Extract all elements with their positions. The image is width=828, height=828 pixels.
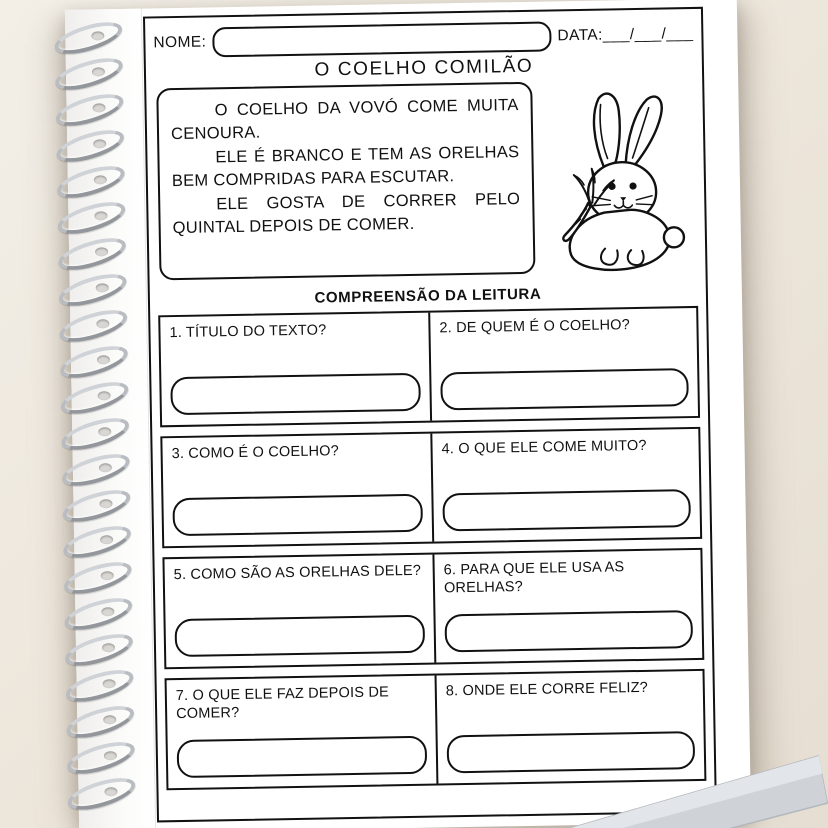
story-paragraph-1: O COELHO DA VOVÓ COME MUITA CENOURA. xyxy=(170,96,519,144)
question-text-6: 6. PARA QUE ELE USA AS ORELHAS? xyxy=(443,559,625,597)
story-paragraph-2: ELE É BRANCO E TEM AS ORELHAS BEM COMPRIDAS PARA ESCUTAR. xyxy=(171,142,520,191)
question-row-1 xyxy=(158,306,700,427)
question-text-7: 7. O QUE ELE FAZ DEPOIS DE COMER? xyxy=(175,684,390,722)
question-cell-4 xyxy=(430,429,700,542)
question-text-1: 1. TÍTULO DO TEXTO? xyxy=(169,322,327,342)
question-cell-7 xyxy=(167,676,437,789)
answer-field-4[interactable] xyxy=(442,489,691,531)
answer-field-5[interactable] xyxy=(175,615,426,657)
page-title: O COELHO COMILÃO xyxy=(314,55,534,81)
question-text-4: 4. O QUE ELE COME MUITO? xyxy=(441,437,647,458)
worksheet-page xyxy=(143,7,717,823)
question-row-3 xyxy=(162,548,704,669)
name-label: NOME: xyxy=(153,33,207,52)
name-input[interactable] xyxy=(212,21,552,57)
section-title: COMPREENSÃO DA LEITURA xyxy=(314,285,542,307)
story-area xyxy=(154,79,697,288)
story-box xyxy=(156,82,535,281)
answer-field-1[interactable] xyxy=(170,373,421,415)
rabbit-with-carrot-icon xyxy=(528,87,703,276)
question-cell-6 xyxy=(432,550,702,663)
question-text-8: 8. ONDE ELE CORRE FELIZ? xyxy=(445,679,649,700)
question-cell-5 xyxy=(164,555,434,668)
answer-field-7[interactable] xyxy=(177,736,428,778)
question-text-3: 3. COMO É O COELHO? xyxy=(171,443,340,463)
spiral-notebook xyxy=(65,0,751,828)
question-text-2: 2. DE QUEM É O COELHO? xyxy=(439,317,631,337)
question-cell-2 xyxy=(428,308,698,421)
answer-field-6[interactable] xyxy=(444,610,693,652)
question-text-5: 5. COMO SÃO AS ORELHAS DELE? xyxy=(173,562,422,584)
date-label: DATA:___/___/___ xyxy=(557,24,694,45)
answer-field-3[interactable] xyxy=(172,494,423,536)
question-cell-1 xyxy=(160,313,430,426)
question-row-2 xyxy=(160,427,702,548)
answer-field-2[interactable] xyxy=(440,368,689,410)
question-cell-3 xyxy=(162,434,432,547)
story-paragraph-3: ELE GOSTA DE CORRER PELO QUINTAL DEPOIS DE COMER. xyxy=(172,189,521,238)
